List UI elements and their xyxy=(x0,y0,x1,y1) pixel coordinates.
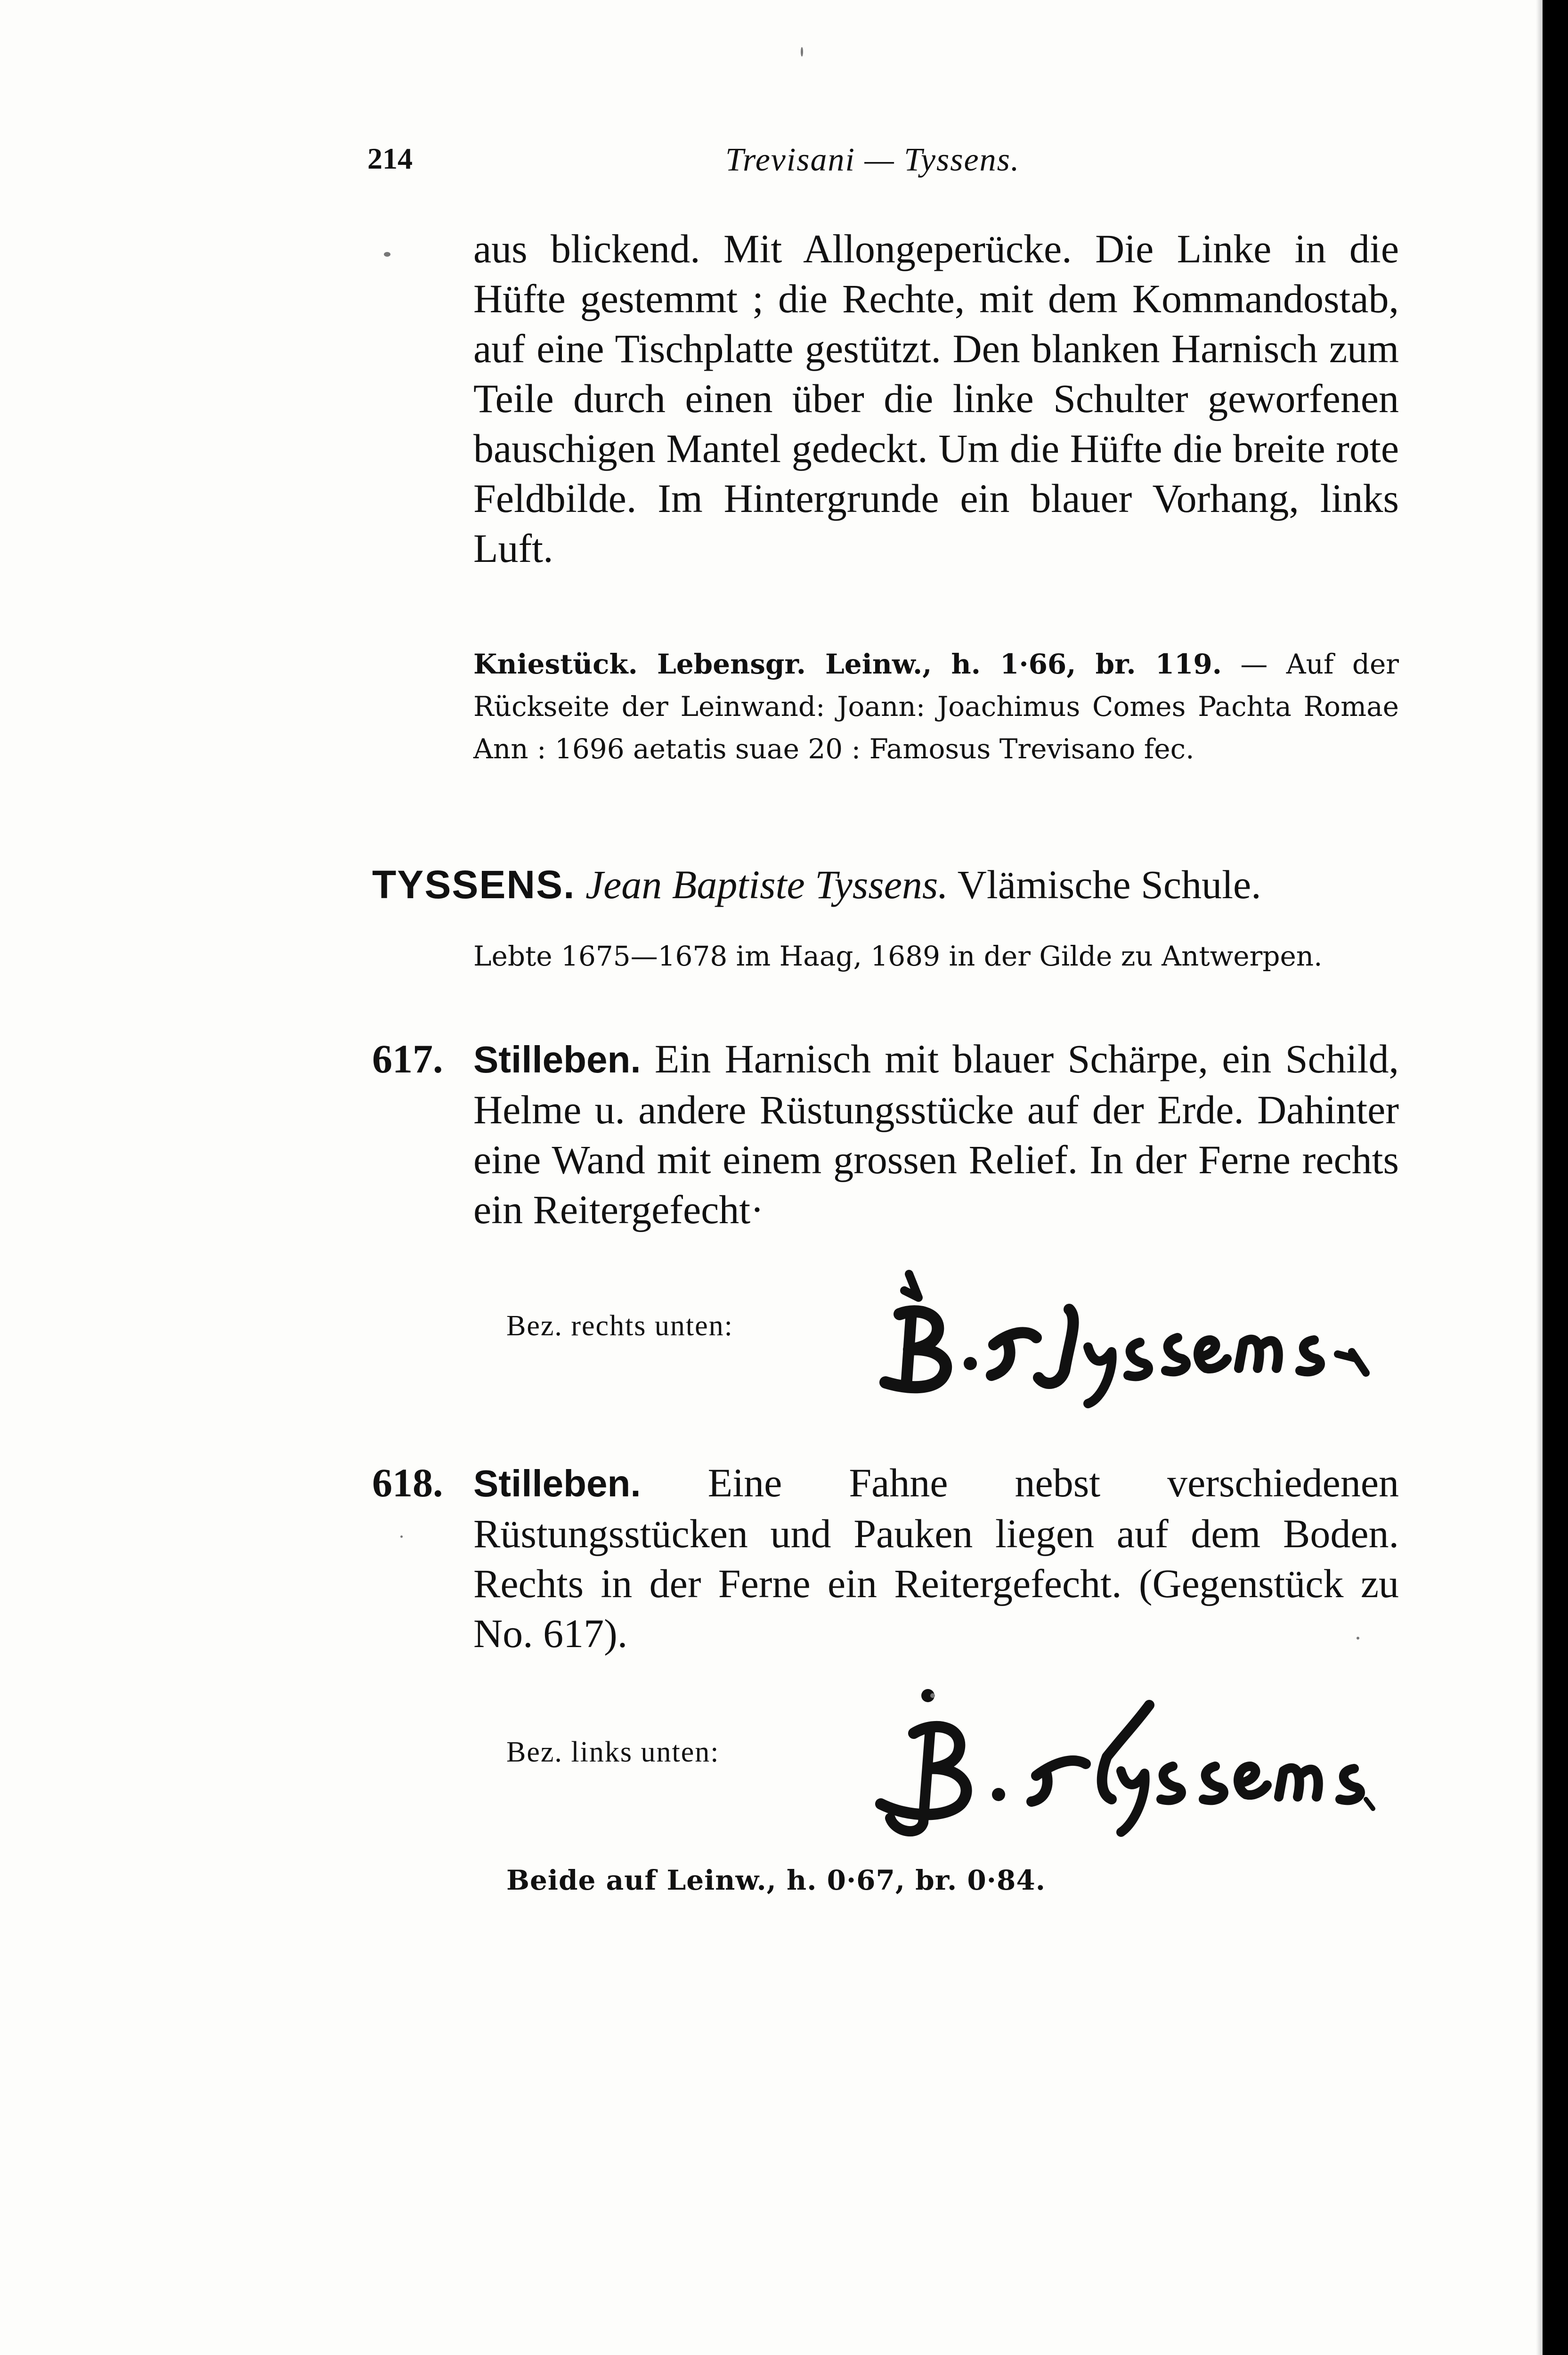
entry-title: Stilleben. xyxy=(473,1039,641,1080)
artist-bio: Lebte 1675—1678 im Haag, 1689 in der Gilde zu Antwerpen. xyxy=(473,940,1323,972)
entry-number: 618. xyxy=(372,1460,443,1505)
print-speck xyxy=(801,47,803,57)
signature-617-image xyxy=(867,1262,1399,1413)
dimensions-note xyxy=(473,643,1399,770)
signature-label-618: Bez. links unten: xyxy=(506,1736,720,1768)
page-number: 214 xyxy=(367,142,413,175)
entry-description xyxy=(473,1034,1399,1234)
entry-body: Ein Harnisch mit blauer Schärpe, ein Schild, Helme u. andere Rüstungsstücke auf der Erde. Dahinter eine Wand mit einem grossen Relief. In der Ferne rechts ein Reitergefecht· xyxy=(473,1036,1399,1232)
entry-description xyxy=(473,1458,1399,1658)
print-speck xyxy=(930,1693,935,1698)
signature-label-617: Bez. rechts unten: xyxy=(506,1310,733,1342)
print-speck xyxy=(1357,1637,1359,1640)
artist-full-name: Jean Baptiste Tyssens. xyxy=(585,862,948,907)
signature-618 xyxy=(843,1681,1404,1851)
dimensions-note-bold: Kniestück. Lebensgr. Leinw., h. 1·66, br. 119. xyxy=(473,648,1222,680)
signature-618-image xyxy=(843,1681,1404,1851)
continuation-paragraph: aus blickend. Mit Allongeperücke. Die Linke in die Hüfte gestemmt ; die Rechte, mit dem Kommandostab, auf eine Tischplatte gestützt. Den blanken Harnisch zum Teile durch einen über die linke Schulter geworfenen bauschigen Mantel gedeckt. Um die Hüfte die breite rote Feldbilde. Im Hintergrunde ein blauer Vorhang, links Luft. xyxy=(473,226,1399,571)
print-speck xyxy=(384,252,390,257)
page-edge-shadow xyxy=(1536,0,1543,2355)
entry-body: Eine Fahne nebst verschiedenen Rüstungsstücken und Pauken liegen auf dem Boden. Rechts in der Ferne ein Reitergefecht. (Gegenstück zu No. 617). xyxy=(473,1460,1399,1656)
entry-title: Stilleben. xyxy=(473,1462,641,1504)
signature-617 xyxy=(867,1262,1399,1413)
artist-heading xyxy=(372,860,1399,910)
artist-name: TYSSENS. xyxy=(372,862,576,907)
running-head: Trevisani — Tyssens. xyxy=(725,142,1020,178)
page-header xyxy=(367,141,1404,193)
dimensions-note-rest: — Auf der Rückseite der Leinwand: Joann: Joachimus Comes Pachta Romae Ann : 1696 aetatis suae 20 : Famosus Trevisano fec. xyxy=(473,648,1399,765)
print-speck xyxy=(400,1535,403,1538)
artist-school: Vlämische Schule. xyxy=(957,862,1261,907)
entry-number: 617. xyxy=(372,1036,443,1081)
footer-dimensions-note: Beide auf Leinw., h. 0·67, br. 0·84. xyxy=(506,1864,1046,1896)
